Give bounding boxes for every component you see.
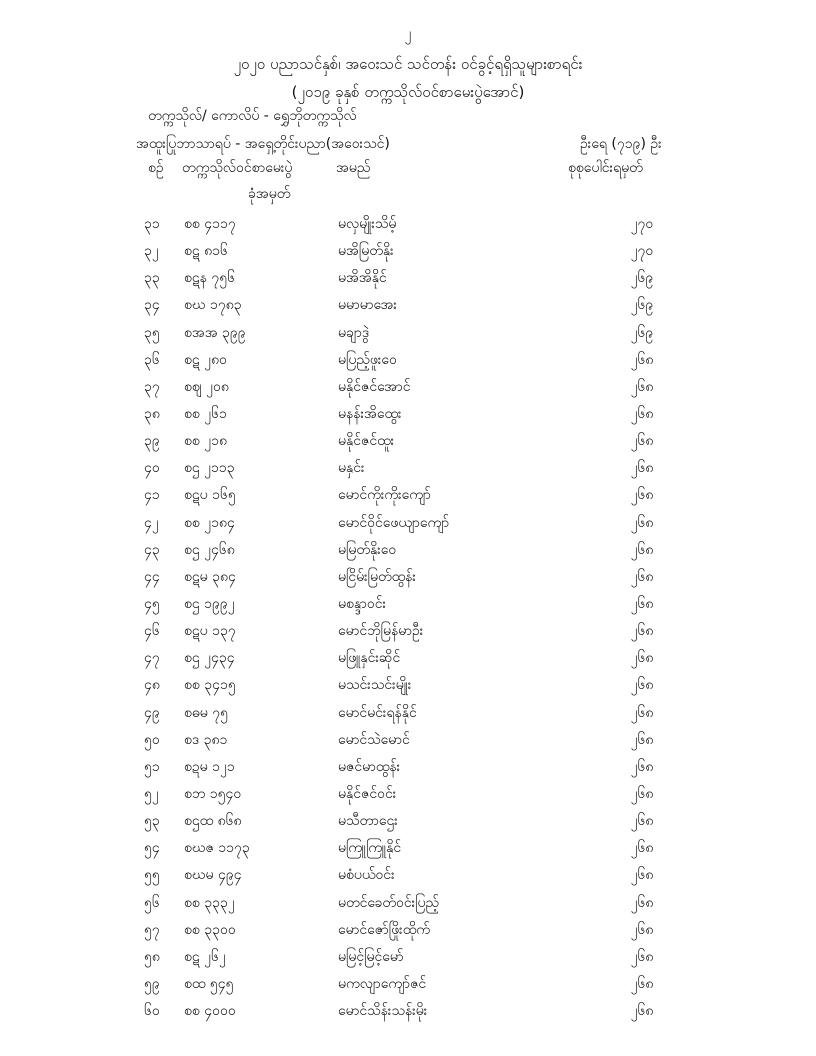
roll-number: စဘ ၁၅၄၀ [184,785,242,802]
student-name: မနိုင်ဇင်အောင် [338,378,411,395]
header-name: အမည် [336,160,371,176]
table-row [0,511,816,538]
major-line: အထူးပြုဘာသာရပ် - အရှေ့တိုင်းပညာ(အဝေးသင်) [136,136,390,152]
student-name: မမာမာအေး [338,297,397,314]
total-score: ၂၆၈ [630,677,654,694]
row-number: ၃၄ [144,297,160,314]
row-number: ၄၀ [144,460,160,477]
student-name: မဖြူနှင်းဆိုင် [338,650,401,667]
student-name: မသင်းသင်းမျိုး [338,677,412,694]
row-number: ၄၃ [144,541,160,558]
roll-number: စဃ ၁၇၈၃ [184,297,242,314]
row-number: ၅၉ [144,975,160,992]
row-number: ၅၃ [144,813,160,830]
table-row [0,809,816,836]
total-score: ၂၆၈ [630,758,654,775]
student-name: မငြိမ်းမြတ်ထွန်း [338,568,416,585]
header-roll-line2: ခုံအမှတ် [248,186,291,202]
student-name: မောင်သိန်းသန်းမိုး [338,1003,428,1020]
student-name: မနှင်း [338,460,365,477]
row-number: ၅၁ [144,758,160,775]
university-line: တက္ကသိုလ်/ ကောလိပ် - ရွှေဘိုတက္ကသိုလ် [148,108,357,124]
student-name: မဇင်မာထွန်း [338,758,401,775]
student-name: မအိမြတ်နိုး [338,243,394,260]
student-name: မနန်းအိထွေး [338,405,402,422]
document-subtitle: (၂၀၁၉ ခုနှစ် တက္ကသိုလ်ဝင်စာမေးပွဲအောင်) [291,83,525,101]
row-number: ၄၈ [144,677,160,694]
table-row [0,891,816,918]
total-score: ၂၆၈ [630,460,654,477]
roll-number: စစ ၃၃၀၀ [184,921,236,938]
table-row [0,375,816,402]
roll-number: စဌထ ၈၆၈ [184,813,242,830]
table-row [0,456,816,483]
roll-number: စဒ ၃၈၁ [184,731,228,748]
roll-number: စစ ၄၀၀၀ [184,1003,236,1020]
total-score: ၂၆၈ [630,840,654,857]
row-number: ၃၉ [144,433,160,450]
roll-number: စအအ ၃၉၉ [184,324,246,341]
total-score: ၂၆၈ [630,975,654,992]
roll-number: စထ ၅၄၅ [184,975,234,992]
row-number: ၄၁ [144,487,160,504]
row-number: ၃၅ [144,324,160,341]
student-name: မချာဒွဲ [338,324,370,341]
total-count: ဦးရေ (၇၁၉) ဦး [580,136,662,152]
roll-number: စစ ၃၄၁၅ [184,677,236,694]
total-score: ၂၆၈ [630,813,654,830]
roll-number: စစ ၂၁၈၄ [184,514,235,531]
total-score: ၂၆၈ [630,894,654,911]
table-row [0,592,816,619]
total-score: ၂၆၉ [630,297,654,314]
table-row [0,429,816,456]
header-total: စုစုပေါင်းရမှတ် [568,160,643,176]
student-name: မနိုင်ဇင်ထူး [338,433,395,450]
total-score: ၂၆၈ [630,595,654,612]
student-name: မလှမျိုးသိမ့် [338,216,397,232]
roll-number: စဋမ ၃၈၄ [184,568,236,585]
student-name: မောင်သဲမောင် [338,731,410,748]
roll-number: စဌ ၂၄၃၄ [184,650,235,667]
document-title: ၂၀၂၀ ပညာသင်နှစ်၊ အဝေးသင် သင်တန်း ဝင်ခွင့်ရရှိသူများစာရင်း [233,55,583,73]
student-name: မောင်ဝိုင်ဖေယျာကျော် [338,514,450,531]
roll-number: စဌ ၂၁၁၃ [184,460,235,477]
row-number: ၅၈ [144,948,160,965]
row-number: ၅၂ [144,785,159,802]
total-score: ၂၆၈ [630,704,654,721]
results-list [0,212,816,1026]
total-score: ၂၆၈ [630,433,654,450]
roll-number: စဋ ၈၁၆ [184,243,228,260]
table-row [0,701,816,728]
total-score: ၂၆၈ [630,351,654,368]
table-row [0,565,816,592]
roll-number: စဈ ၂၀၈ [184,378,229,395]
total-score: ၂၆၈ [630,405,654,422]
roll-number: စဃမ ၄၉၄ [184,867,242,884]
table-row [0,212,816,239]
roll-number: စဃဇ ၁၁၇၃ [184,840,250,857]
roll-number: စဌ ၁၉၉၂ [184,595,235,612]
total-score: ၂၆၈ [630,785,654,802]
table-row [0,918,816,945]
table-row [0,945,816,972]
table-row [0,836,816,863]
row-number: ၄၆ [144,623,160,640]
total-score: ၂၆၈ [630,921,654,938]
table-row [0,321,816,348]
student-name: မမြင့်မြင့်မော် [338,948,404,965]
roll-number: စစ ၄၁၁၇ [184,216,236,232]
table-row [0,402,816,429]
row-number: ၅၆ [144,894,160,911]
roll-number: စဌ ၂၄၆၈ [184,541,235,558]
table-row [0,538,816,565]
total-score: ၂၆၈ [630,487,654,504]
row-number: ၃၆ [144,351,160,368]
row-number: ၃၃ [144,270,160,287]
row-number: ၄၂ [144,514,159,531]
total-score: ၂၇၀ [630,216,654,232]
total-score: ၂၆၈ [630,568,654,585]
table-row [0,728,816,755]
student-name: မမြတ်နိုးဝေ [338,541,397,558]
table-row [0,619,816,646]
total-score: ၂၆၈ [630,948,654,965]
total-score: ၂၇၀ [630,243,654,260]
roll-number: စဋ ၂၈၀ [184,351,227,368]
total-score: ၂၆၈ [630,650,654,667]
student-name: မနိုင်ဇင်ဝင်း [338,785,397,802]
roll-number: စစ ၃၃၃၂ [184,894,235,911]
table-row [0,239,816,266]
row-number: ၆၀ [144,1003,160,1020]
total-score: ၂၆၈ [630,1003,654,1020]
roll-number: စဋပ ၁၆၅ [184,487,236,504]
student-name: မစန္ဒာဝင်း [338,595,387,612]
row-number: ၄၅ [144,595,160,612]
student-name: မပြည့်ဖူးဝေ [338,351,397,368]
header-no: စဉ် [148,160,164,176]
table-row [0,348,816,375]
total-score: ၂၆၈ [630,867,654,884]
table-row [0,782,816,809]
table-row [0,999,816,1026]
student-name: မကလျာကျော်ဇင် [338,975,427,992]
header-roll: တက္ကသိုလ်ဝင်စာမေးပွဲ [182,160,293,176]
roll-number: စစ ၂၆၁ [184,405,227,422]
total-score: ၂၆၈ [630,623,654,640]
row-number: ၄၇ [144,650,160,667]
table-row [0,863,816,890]
student-name: မောင်မင်းရန်နိုင် [338,704,417,721]
roll-number: စဍမ ၁၂၁ [184,758,235,775]
row-number: ၅၇ [144,921,160,938]
table-row [0,673,816,700]
total-score: ၂၆၈ [630,514,654,531]
total-score: ၂၆၈ [630,731,654,748]
row-number: ၄၄ [144,568,160,585]
row-number: ၅၀ [144,731,160,748]
row-number: ၃၇ [144,378,160,395]
row-number: ၄၉ [144,704,160,721]
row-number: ၃၁ [144,216,160,232]
student-name: မအိအိနိုင် [338,270,387,287]
roll-number: စဋပ ၁၃၇ [184,623,236,640]
total-score: ၂၆၉ [630,270,654,287]
student-name: မောင်ကိုးကိုးကျော် [338,487,431,504]
row-number: ၃၂ [144,243,159,260]
table-row [0,293,816,320]
student-name: မတင်ခေတ်ဝင်းပြည့် [338,894,440,911]
table-row [0,266,816,293]
row-number: ၅၄ [144,840,160,857]
table-row [0,483,816,510]
student-name: မသီတာဌေး [338,813,398,830]
row-number: ၅၅ [144,867,160,884]
roll-number: စဋန ၇၅၆ [184,270,235,287]
table-row [0,646,816,673]
roll-number: စဓမ ၇၅ [184,704,228,721]
table-row [0,972,816,999]
student-name: မကြူကြူနိုင် [338,840,402,857]
roll-number: စစ ၂၁၈ [184,433,227,450]
total-score: ၂၆၈ [630,378,654,395]
page-number: ၂ [404,26,412,42]
total-score: ၂၆၉ [630,324,654,341]
student-name: မောင်ဇော်ဖြိုးထိုက် [338,921,430,938]
row-number: ၃၈ [144,405,160,422]
table-row [0,755,816,782]
roll-number: စဋ ၂၆၂ [184,948,226,965]
student-name: မောင်ဘိုမြန်မာဦး [338,623,424,640]
total-score: ၂၆၈ [630,541,654,558]
student-name: မစံပယ်ဝင်း [338,867,395,884]
